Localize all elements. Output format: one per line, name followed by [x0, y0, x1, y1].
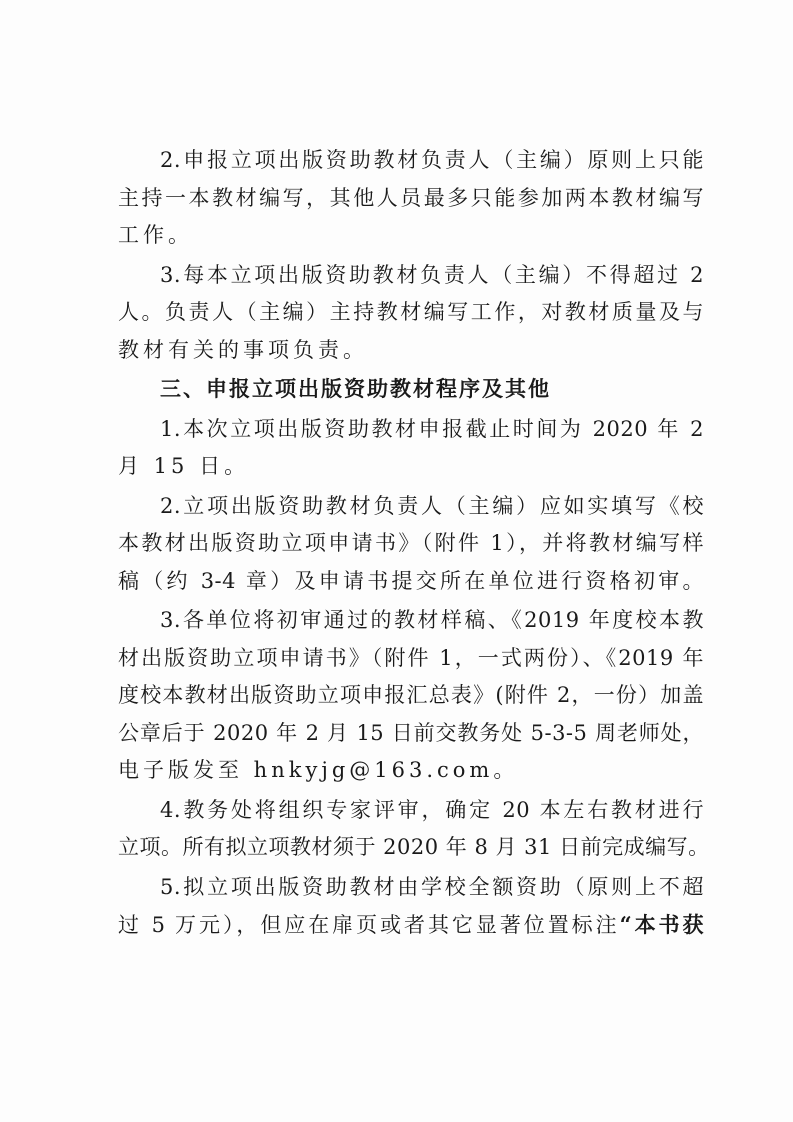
- text-line: 教材有关的事项负责。: [118, 337, 368, 362]
- text-line: 工作。: [118, 223, 193, 247]
- text-line: 立项。所有拟立项教材须于 2020 年 8 月 31 日前完成编写。: [118, 835, 710, 859]
- text-line: [118, 906, 704, 944]
- text-line: 电子版发至 hnkyjg@163.com。: [118, 758, 519, 782]
- text-line: 月 15 日。: [118, 454, 250, 478]
- text-line: 5.拟立项出版资助教材由学校全额资助（原则上不超: [160, 874, 704, 899]
- text-line: 2.立项出版资助教材负责人（主编）应如实填写《校: [160, 493, 704, 518]
- text-line: 本教材出版资助立项申请书》（附件 1），并将教材编写样: [118, 531, 704, 555]
- text-line-part: 过 5 万元），但应在扉页或者其它显著位置标注: [118, 913, 620, 937]
- text-line: 公章后于 2020 年 2 月 15 日前交教务处 5-3-5 周老师处，: [118, 720, 704, 745]
- document-body: [118, 142, 710, 944]
- text-line: 人。负责人（主编）主持教材编写工作，对教材质量及与: [118, 300, 704, 324]
- text-line: 稿（约 3-4 章）及申请书提交所在单位进行资格初审。: [118, 568, 704, 593]
- text-line: 主持一本教材编写，其他人员最多只能参加两本教材编写: [118, 185, 704, 210]
- text-line: 4.教务处将组织专家评审，确定 20 本左右教材进行: [160, 797, 704, 822]
- text-line: 材出版资助立项申请书》（附件 1，一式两份）、《2019 年: [118, 645, 704, 670]
- text-line: 3.各单位将初审通过的教材样稿、《2019 年度校本教: [160, 608, 704, 632]
- text-line: 度校本教材出版资助立项申报汇总表》(附件 2，一份）加盖: [118, 683, 704, 707]
- bold-quote-text: “本书获: [619, 912, 704, 937]
- section-heading: 三、申报立项出版资助教材程序及其他: [160, 377, 551, 401]
- text-line: 1.本次立项出版资助教材申报截止时间为 2020 年 2: [160, 416, 704, 441]
- text-line: 2.申报立项出版资助教材负责人（主编）原则上只能: [160, 148, 704, 172]
- text-line: 3.每本立项出版资助教材负责人（主编）不得超过 2: [160, 262, 704, 287]
